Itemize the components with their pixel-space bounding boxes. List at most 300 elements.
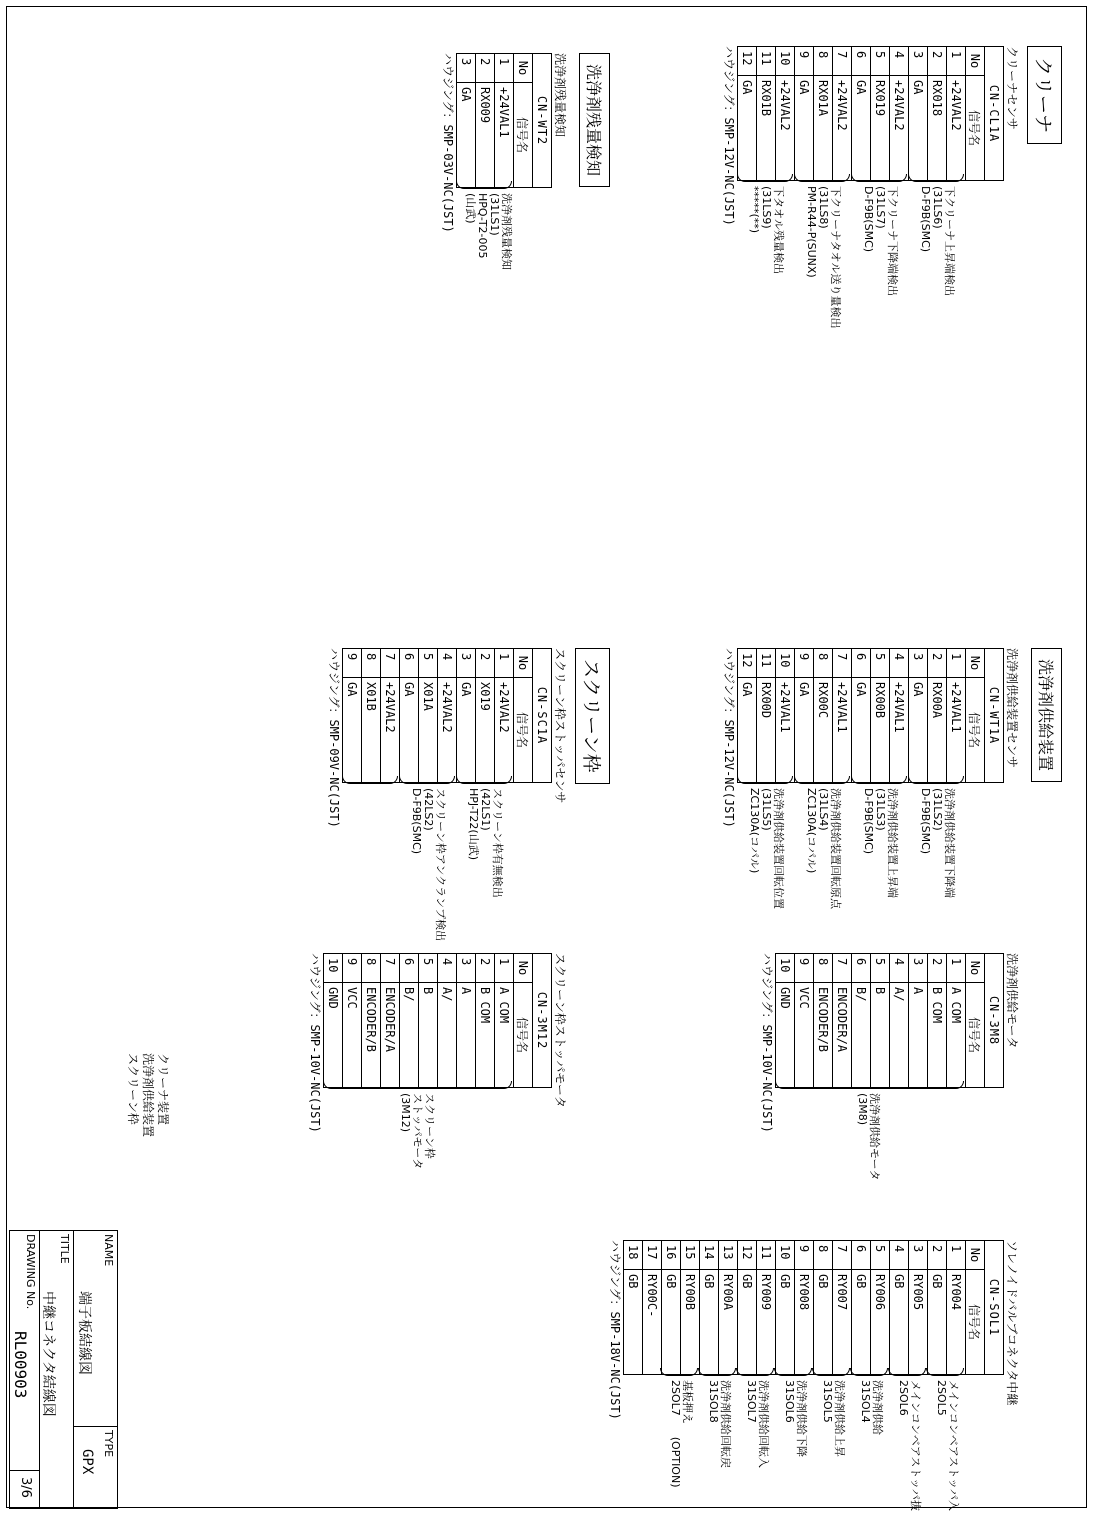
table-row xyxy=(681,1241,700,1375)
signal-name: RX01B xyxy=(757,76,776,181)
table-row xyxy=(833,954,852,1088)
table-row xyxy=(795,649,814,783)
signal-name: +24VAL1 xyxy=(890,678,909,783)
pin-no: 6 xyxy=(852,649,871,678)
table-row xyxy=(476,649,495,783)
pin-no: 6 xyxy=(852,47,871,76)
pin-no: 9 xyxy=(795,954,814,983)
table-row xyxy=(928,47,947,181)
pin-no: 5 xyxy=(419,649,438,678)
pin-no: 4 xyxy=(890,1241,909,1270)
connector-table-wt2 xyxy=(456,53,552,188)
pin-no: 16 xyxy=(662,1241,681,1270)
signal-name: +24VAL2 xyxy=(381,678,400,783)
signal-name: RX00B xyxy=(871,678,890,783)
signal-name: B COM xyxy=(476,983,495,1088)
pin-no: 9 xyxy=(343,649,362,678)
pin-no: 10 xyxy=(324,954,343,983)
pin-no: 18 xyxy=(624,1241,643,1270)
signal-name: A/ xyxy=(890,983,909,1088)
table-row xyxy=(757,47,776,181)
table-row xyxy=(852,954,871,1088)
pin-no: 3 xyxy=(457,954,476,983)
table-row xyxy=(890,649,909,783)
signal-name: A COM xyxy=(495,983,514,1088)
signal-name: A xyxy=(457,983,476,1088)
brace xyxy=(774,1368,812,1376)
brace xyxy=(737,174,793,182)
annotation: 洗浄剤供給装置上昇端 (31LS3) D-F9B(SMC) xyxy=(862,788,899,898)
connector-subtitle: 洗浄剤供給モータ xyxy=(1005,953,1019,1049)
pin-no: 13 xyxy=(719,1241,738,1270)
table-row xyxy=(947,47,966,181)
pin-no: 8 xyxy=(814,649,833,678)
signal-name: RX018 xyxy=(928,76,947,181)
housing-label: ハウジング：SMP-12V-NC(JST) xyxy=(722,648,736,828)
col-header-no: No xyxy=(514,649,533,678)
table-row xyxy=(343,954,362,1088)
signal-name: GND xyxy=(776,983,795,1088)
table-row xyxy=(909,649,928,783)
connector-table-3m8 xyxy=(775,953,1004,1088)
title-block xyxy=(9,1230,118,1509)
col-header-signal: 信号名 xyxy=(966,76,985,181)
table-row xyxy=(928,649,947,783)
name-cell: NAME 端子板結線図 xyxy=(73,1231,117,1427)
table-row xyxy=(381,954,400,1088)
table-row xyxy=(776,954,795,1088)
connector-table-sol1 xyxy=(623,1240,1004,1375)
section-title-screen-frame: スクリーン枠 xyxy=(575,648,610,784)
pin-no: 5 xyxy=(871,1241,890,1270)
table-row xyxy=(909,47,928,181)
signal-name: ENCODER/A xyxy=(833,983,852,1088)
connector-block-3m12 xyxy=(307,953,568,1133)
drawing-no-cell: DRAWING No. RL00903 xyxy=(9,1231,39,1471)
connector-name: CN-SOL1 xyxy=(985,1241,1004,1375)
signal-name: +24VAL2 xyxy=(776,76,795,181)
table-row xyxy=(362,649,381,783)
connector-subtitle: スクリーン枠ストッパセンサ xyxy=(553,648,567,804)
pin-no: 3 xyxy=(909,954,928,983)
brace xyxy=(812,1368,850,1376)
annotation: スクリーン枠有無検出 (42LS1) HPJ-T22(山武) xyxy=(467,788,504,898)
signal-name: GB xyxy=(738,1270,757,1375)
signal-name: RX00C xyxy=(814,678,833,783)
pin-no: 3 xyxy=(457,54,476,83)
table-row xyxy=(947,649,966,783)
signal-name: GA xyxy=(400,678,419,783)
housing-label: ハウジング：SMP-10V-NC(JST) xyxy=(308,953,322,1133)
table-row xyxy=(457,954,476,1088)
pin-no: 6 xyxy=(400,649,419,678)
signal-name: GA xyxy=(795,76,814,181)
signal-name: GA xyxy=(795,678,814,783)
pin-no: 1 xyxy=(495,649,514,678)
signal-name: GB xyxy=(814,1270,833,1375)
annotation: 下クリーナタオル送り量検出 (31LS8) PM-R44-P(SUNX) xyxy=(805,186,842,329)
legend xyxy=(125,1053,170,1137)
table-row xyxy=(495,954,514,1088)
brace xyxy=(456,776,512,784)
pin-no: 4 xyxy=(890,47,909,76)
pin-no: 14 xyxy=(700,1241,719,1270)
signal-name: GND xyxy=(324,983,343,1088)
pin-no: 11 xyxy=(757,47,776,76)
signal-name: B/ xyxy=(400,983,419,1088)
table-row xyxy=(438,954,457,1088)
signal-name: GA xyxy=(738,678,757,783)
table-row xyxy=(871,649,890,783)
col-header-no: No xyxy=(966,954,985,983)
brace xyxy=(323,1081,512,1089)
signal-name: RX01A xyxy=(814,76,833,181)
connector-table-3m12 xyxy=(323,953,552,1088)
col-header-signal: 信号名 xyxy=(514,83,533,188)
brace xyxy=(908,776,964,784)
signal-name: +24VAL2 xyxy=(947,76,966,181)
signal-name: GB xyxy=(890,1270,909,1375)
pin-no: 3 xyxy=(909,1241,928,1270)
signal-name: A COM xyxy=(947,983,966,1088)
col-header-no: No xyxy=(514,954,533,983)
annotation: 下クリーナ上昇端検出 (31LS6) D-F9B(SMC) xyxy=(919,186,956,296)
legend-item: クリーナ装置 xyxy=(156,1053,170,1126)
annotation: 下クリーナ下降端検出 (31LS7) D-F9B(SMC) xyxy=(862,186,899,296)
pin-no: 10 xyxy=(776,1241,795,1270)
pin-no: 11 xyxy=(757,649,776,678)
table-row xyxy=(909,1241,928,1375)
table-row xyxy=(738,1241,757,1375)
connector-table-cl1a xyxy=(737,46,1004,181)
signal-name: VCC xyxy=(343,983,362,1088)
signal-name: RX009 xyxy=(476,83,495,188)
signal-name: RY005 xyxy=(909,1270,928,1375)
housing-label: ハウジング：SMP-18V-NC(JST) xyxy=(608,1240,622,1420)
connector-table-sc1a xyxy=(342,648,552,783)
signal-name: RX00D xyxy=(757,678,776,783)
connector-subtitle: 洗浄剤残量検知 xyxy=(553,53,567,138)
connector-subtitle: スクリーン枠ストッパモータ xyxy=(553,953,567,1108)
table-row xyxy=(833,47,852,181)
pin-no: 1 xyxy=(495,954,514,983)
signal-name: ENCODER/A xyxy=(381,983,400,1088)
pin-no: 11 xyxy=(757,1241,776,1270)
table-row xyxy=(343,649,362,783)
table-row xyxy=(324,954,343,1088)
table-row xyxy=(643,1241,662,1375)
connector-block-sc1a xyxy=(326,648,568,828)
pin-no: 9 xyxy=(795,649,814,678)
signal-name: GB xyxy=(776,1270,795,1375)
table-row xyxy=(871,954,890,1088)
pin-no: 12 xyxy=(738,1241,757,1270)
table-row xyxy=(814,649,833,783)
table-row xyxy=(795,954,814,1088)
signal-name: GB xyxy=(662,1270,681,1375)
table-row xyxy=(476,954,495,1088)
housing-label: ハウジング：SMP-10V-NC(JST) xyxy=(760,953,774,1133)
pin-no: 4 xyxy=(438,954,457,983)
annotation: 洗浄剤供給装置回転位置 (31LS5) ZC130A(コパル) xyxy=(748,788,785,909)
annotation: 洗浄剤供給モータ (3M8) xyxy=(856,1093,881,1181)
pin-no: 8 xyxy=(814,47,833,76)
table-row xyxy=(662,1241,681,1375)
brace xyxy=(888,1368,926,1376)
table-row xyxy=(438,649,457,783)
table-row xyxy=(400,649,419,783)
signal-name: GB xyxy=(852,1270,871,1375)
pin-no: 2 xyxy=(928,954,947,983)
signal-name: +24VAL1 xyxy=(776,678,795,783)
table-row xyxy=(757,1241,776,1375)
annotation: スクリーン枠アンクランプ検出 (42LS2) D-F9B(SMC) xyxy=(410,788,447,942)
signal-name: B xyxy=(419,983,438,1088)
pin-no: 3 xyxy=(457,649,476,678)
brace xyxy=(794,776,850,784)
connector-subtitle: ソレノイドバルブコネクタ中継 xyxy=(1005,1240,1019,1406)
col-header-no: No xyxy=(514,54,533,83)
annotation: 洗浄剤残量検知 (31LS1) HPQ-T2-005 (山武) xyxy=(464,193,513,270)
pin-no: 10 xyxy=(776,47,795,76)
pin-no: 2 xyxy=(928,1241,947,1270)
table-row xyxy=(700,1241,719,1375)
connector-name: CN-SC1A xyxy=(533,649,552,783)
connector-name: CN-WT1A xyxy=(985,649,1004,783)
pin-no: 1 xyxy=(947,47,966,76)
table-row xyxy=(814,1241,833,1375)
pin-no: 1 xyxy=(495,54,514,83)
pin-no: 5 xyxy=(871,649,890,678)
signal-name: +24VAL2 xyxy=(495,678,514,783)
pin-no: 15 xyxy=(681,1241,700,1270)
pin-no: 4 xyxy=(890,954,909,983)
pin-no: 5 xyxy=(871,954,890,983)
pin-no: 7 xyxy=(381,954,400,983)
pin-no: 5 xyxy=(871,47,890,76)
housing-label: ハウジング：SMP-09V-NC(JST) xyxy=(327,648,341,828)
signal-name: RY006 xyxy=(871,1270,890,1375)
pin-no: 12 xyxy=(738,47,757,76)
brace xyxy=(926,1368,964,1376)
signal-name: GA xyxy=(909,678,928,783)
signal-name: ENCODER/B xyxy=(362,983,381,1088)
table-row xyxy=(909,954,928,1088)
signal-name: RY004 xyxy=(947,1270,966,1375)
brace xyxy=(850,1368,888,1376)
table-row xyxy=(381,649,400,783)
table-row xyxy=(738,47,757,181)
table-row xyxy=(419,954,438,1088)
pin-no: 9 xyxy=(343,954,362,983)
pin-no: 2 xyxy=(476,54,495,83)
col-header-no: No xyxy=(966,47,985,76)
brace xyxy=(851,174,907,182)
signal-name: RY00A xyxy=(719,1270,738,1375)
brace xyxy=(736,1368,774,1376)
signal-name: X01B xyxy=(362,678,381,783)
brace xyxy=(456,181,512,189)
pin-no: 8 xyxy=(362,649,381,678)
table-row xyxy=(928,954,947,1088)
table-row xyxy=(833,1241,852,1375)
annotation: 洗浄剤供給 31SOL4 xyxy=(859,1380,884,1435)
table-row xyxy=(814,954,833,1088)
table-row xyxy=(495,54,514,188)
table-row xyxy=(400,954,419,1088)
table-row xyxy=(457,54,476,188)
connector-table-wt1a xyxy=(737,648,1004,783)
pin-no: 9 xyxy=(795,47,814,76)
pin-no: 6 xyxy=(400,954,419,983)
table-row xyxy=(852,47,871,181)
pin-no: 3 xyxy=(909,649,928,678)
pin-no: 7 xyxy=(381,649,400,678)
table-row xyxy=(833,649,852,783)
table-row xyxy=(476,54,495,188)
section-title-detergent-remaining: 洗浄剤残量検知 xyxy=(579,53,610,187)
title-cell: TITLE 中継コネクタ結線図 xyxy=(39,1231,73,1509)
col-header-signal: 信号名 xyxy=(514,983,533,1088)
signal-name: +24VAL1 xyxy=(947,678,966,783)
table-row xyxy=(776,1241,795,1375)
brace xyxy=(660,1368,698,1376)
annotation: メインコンベアストッパ抜 2SOL6 xyxy=(897,1380,922,1512)
pin-no: 2 xyxy=(476,954,495,983)
type-cell: TYPE GPX xyxy=(73,1427,117,1509)
brace xyxy=(908,174,964,182)
signal-name: GB xyxy=(624,1270,643,1375)
signal-name: A xyxy=(909,983,928,1088)
annotation: メインコンベアストッパ入 2SOL5 xyxy=(935,1380,960,1512)
connector-block-3m8 xyxy=(759,953,1020,1133)
sheet-cell: 3/6 xyxy=(9,1471,39,1509)
connector-name: CN-CL1A xyxy=(985,47,1004,181)
signal-name: RX019 xyxy=(871,76,890,181)
brace xyxy=(775,1081,964,1089)
table-row xyxy=(757,649,776,783)
annotation: スクリーン枠 ストッパモータ (3M12) xyxy=(399,1093,436,1170)
signal-name: GA xyxy=(457,83,476,188)
annotation: 洗浄剤供給回転戻 31SOL8 xyxy=(707,1380,732,1468)
brace xyxy=(851,776,907,784)
brace xyxy=(342,776,398,784)
signal-name: B COM xyxy=(928,983,947,1088)
signal-name: X01A xyxy=(419,678,438,783)
signal-name: RY009 xyxy=(757,1270,776,1375)
section-title-detergent-supply: 洗浄剤供給装置 xyxy=(1031,648,1062,782)
table-row xyxy=(871,47,890,181)
pin-no: 17 xyxy=(643,1241,662,1270)
signal-name: GB xyxy=(928,1270,947,1375)
col-header-signal: 信号名 xyxy=(966,983,985,1088)
pin-no: 7 xyxy=(833,954,852,983)
annotation: 洗浄剤供給下降 31SOL6 xyxy=(783,1380,808,1457)
table-row xyxy=(814,47,833,181)
col-header-no: No xyxy=(966,649,985,678)
table-row xyxy=(776,649,795,783)
signal-name: +24VAL2 xyxy=(833,76,852,181)
section-title-cleaner: クリーナ xyxy=(1027,46,1062,144)
annotation: 洗浄剤供給回転入 31SOL7 xyxy=(745,1380,770,1468)
signal-name: RX00A xyxy=(928,678,947,783)
table-row xyxy=(947,954,966,1088)
pin-no: 1 xyxy=(947,954,966,983)
signal-name: +24VAL2 xyxy=(438,678,457,783)
connector-subtitle: 洗浄剤供給装置センサ xyxy=(1005,648,1019,769)
signal-name: GA xyxy=(909,76,928,181)
signal-name: RY00B xyxy=(681,1270,700,1375)
pin-no: 3 xyxy=(909,47,928,76)
brace xyxy=(794,174,850,182)
table-row xyxy=(795,1241,814,1375)
annotation: 洗浄剤供給装置下降端 (31LS2) D-F9B(SMC) xyxy=(919,788,956,898)
table-row xyxy=(795,47,814,181)
pin-no: 8 xyxy=(814,1241,833,1270)
signal-name: GB xyxy=(700,1270,719,1375)
pin-no: 6 xyxy=(852,954,871,983)
annotation: 下タオル残量検出 (31LS9) *****(**) xyxy=(748,186,785,274)
signal-name: +24VAL1 xyxy=(833,678,852,783)
pin-no: 1 xyxy=(947,649,966,678)
signal-name: GA xyxy=(343,678,362,783)
signal-name: GA xyxy=(852,678,871,783)
signal-name: GA xyxy=(457,678,476,783)
table-row xyxy=(719,1241,738,1375)
pin-no: 8 xyxy=(814,954,833,983)
pin-no: 6 xyxy=(852,1241,871,1270)
pin-no: 4 xyxy=(438,649,457,678)
brace xyxy=(698,1368,736,1376)
housing-label: ハウジング：SMP-12V-NC(JST) xyxy=(722,46,736,226)
signal-name: B xyxy=(871,983,890,1088)
table-row xyxy=(624,1241,643,1375)
pin-no: 1 xyxy=(947,1241,966,1270)
signal-name: GA xyxy=(852,76,871,181)
signal-name: +24VAL2 xyxy=(890,76,909,181)
signal-name: +24VAL1 xyxy=(495,83,514,188)
pin-no: 12 xyxy=(738,649,757,678)
table-row xyxy=(776,47,795,181)
housing-label: ハウジング：SMP-03V-NC(JST) xyxy=(441,53,455,233)
col-header-signal: 信号名 xyxy=(966,1270,985,1375)
table-row xyxy=(362,954,381,1088)
table-row xyxy=(890,47,909,181)
table-row xyxy=(871,1241,890,1375)
pin-no: 8 xyxy=(362,954,381,983)
pin-no: 7 xyxy=(833,1241,852,1270)
pin-no: 2 xyxy=(476,649,495,678)
pin-no: 7 xyxy=(833,649,852,678)
legend-item: 洗浄剤供給装置 xyxy=(141,1053,155,1138)
table-row xyxy=(890,1241,909,1375)
table-row xyxy=(419,649,438,783)
pin-no: 2 xyxy=(928,47,947,76)
pin-no: 5 xyxy=(419,954,438,983)
col-header-no: No xyxy=(966,1241,985,1270)
annotation: 基板押え 2SOL7 (OPTION) xyxy=(669,1380,694,1488)
table-row xyxy=(738,649,757,783)
pin-no: 10 xyxy=(776,649,795,678)
signal-name: RY008 xyxy=(795,1270,814,1375)
table-row xyxy=(890,954,909,1088)
brace xyxy=(399,776,455,784)
pin-no: 7 xyxy=(833,47,852,76)
pin-no: 2 xyxy=(928,649,947,678)
table-row xyxy=(928,1241,947,1375)
signal-name: B/ xyxy=(852,983,871,1088)
connector-subtitle: クリーナセンサ xyxy=(1005,46,1019,130)
